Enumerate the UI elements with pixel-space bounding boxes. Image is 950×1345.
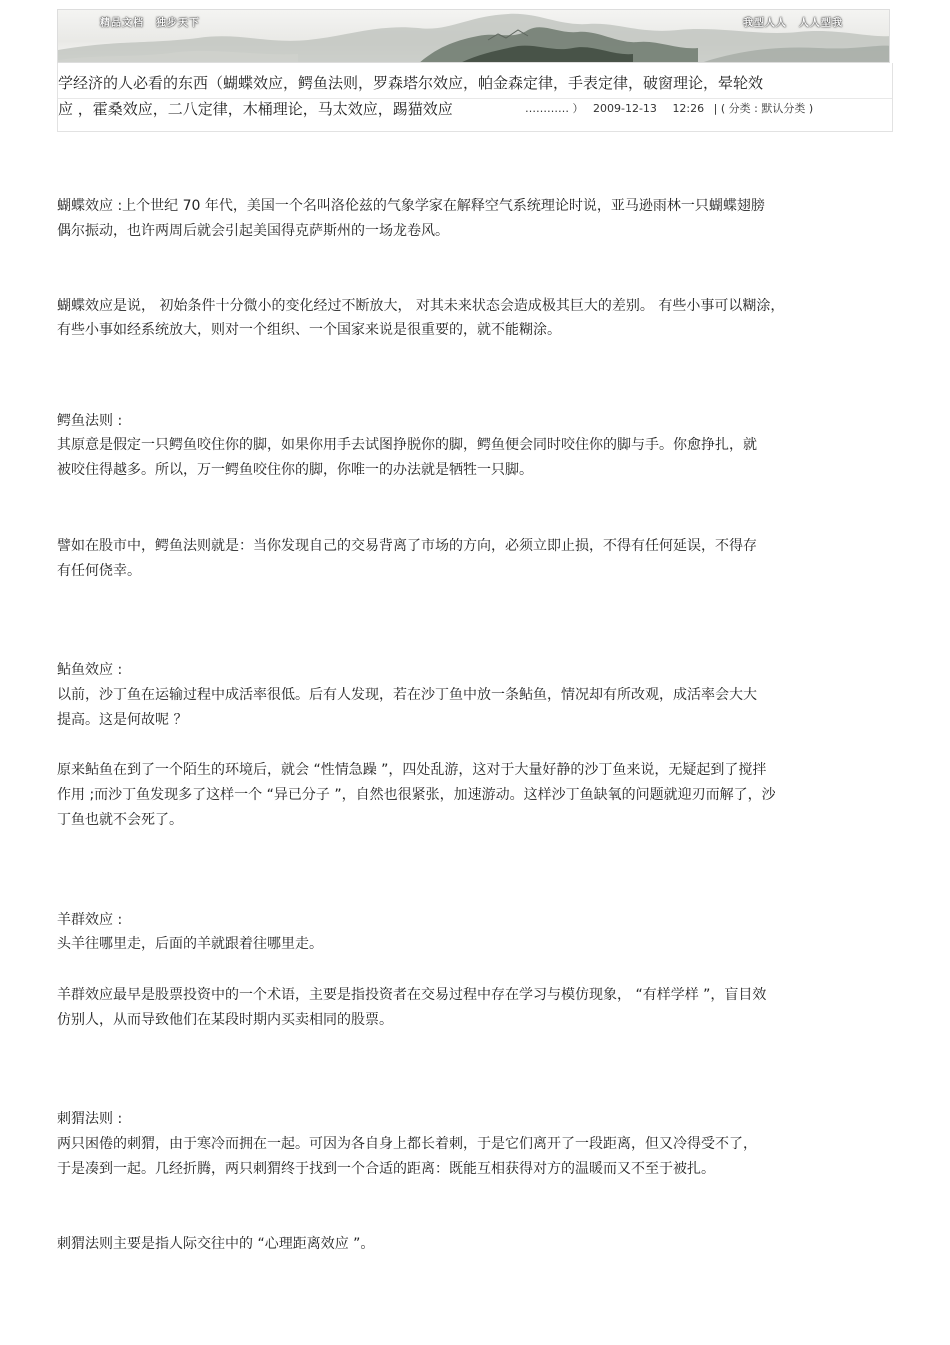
text-line: 被咬住得越多。所以，万一鳄鱼咬住你的脚，你唯一的办法就是牺牲一只脚。: [57, 462, 533, 478]
banner-left-nav: [100, 14, 212, 29]
text-line: 丁鱼也就不会死了。: [57, 812, 183, 828]
text-line: 原来鲇鱼在到了一个陌生的环境后，就会 “性情急躁 ”，四处乱游，这对于大量好静的沙丁鱼来说，无疑起到了搅拌: [57, 762, 767, 778]
banner-link-1[interactable]: 精品文档: [100, 18, 144, 29]
banner-link-3[interactable]: 我型人人: [743, 18, 787, 29]
post-title-tail: ………… ）: [525, 102, 584, 115]
section-heading: 鳄鱼法则 :: [57, 413, 123, 429]
text-line: 羊群效应最早是股票投资中的一个术语，主要是指投资者在交易过程中存在学习与模仿现象， “有样学样 ”，盲目效: [57, 987, 767, 1003]
text-line: 有些小事如经系统放大，则对一个组织、一个国家来说是很重要的，就不能糊涂。: [57, 322, 561, 338]
banner-link-2[interactable]: 独步天下: [156, 18, 200, 29]
header-banner: [57, 9, 890, 63]
text-line: 提高。这是何故呢 ？: [57, 712, 188, 728]
text-line: 刺猬法则主要是指人际交往中的 “心理距离效应 ”。: [57, 1236, 375, 1252]
section-heading: 刺猬法则 :: [57, 1111, 123, 1127]
text-line: 其原意是假定一只鳄鱼咬住你的脚，如果你用手去试图挣脱你的脚，鳄鱼便会同时咬住你的脚与手。你愈挣扎，就: [57, 437, 757, 453]
banner-link-4[interactable]: 人人型我: [799, 18, 843, 29]
text-line: 两只困倦的刺猬，由于寒冷而拥在一起。可因为各自身上都长着刺，于是它们离开了一段距离，但又冷得受不了，: [57, 1136, 757, 1152]
post-category[interactable]: | ( 分类 : 默认分类 ): [713, 102, 814, 115]
post-title-line-1: 学经济的人必看的东西（蝴蝶效应，鳄鱼法则，罗森塔尔效应，帕金森定律，手表定律，破窗理论，晕轮效: [58, 74, 764, 92]
section-heading: 鲇鱼效应 :: [57, 662, 123, 678]
text-line: 有任何侥幸。: [57, 563, 141, 579]
post-title-line-2: 应 ，霍桑效应，二八定律，木桶理论，马太效应，踢猫效应: [58, 100, 453, 118]
post-header: [57, 63, 893, 132]
post-date: 2009-12-13: [593, 102, 657, 115]
banner-right-nav: [731, 14, 843, 29]
text-line: 于是凑到一起。几经折腾，两只刺猬终于找到一个合适的距离：既能互相获得对方的温暖而又不至于被扎。: [57, 1161, 715, 1177]
text-line: 蝴蝶效应是说， 初始条件十分微小的变化经过不断放大， 对其未来状态会造成极其巨大的差别。 有些小事可以糊涂，: [57, 298, 785, 314]
post-meta: [525, 100, 819, 116]
text-line: 偶尔振动，也许两周后就会引起美国得克萨斯州的一场龙卷风。: [57, 223, 449, 239]
text-line: 作用 ;而沙丁鱼发现多了这样一个 “异已分子 ”，自然也很紧张，加速游动。这样沙丁鱼缺氧的问题就迎刃而解了，沙: [57, 787, 776, 803]
text-line: 譬如在股市中，鳄鱼法则就是：当你发现自己的交易背离了市场的方向，必须立即止损，不得有任何延误，不得存: [57, 538, 757, 554]
post-time: 12:26: [672, 102, 705, 115]
text-line: 以前，沙丁鱼在运输过程中成活率很低。后有人发现，若在沙丁鱼中放一条鲇鱼，情况却有所改观，成活率会大大: [57, 687, 757, 703]
text-line: 蝴蝶效应 :上个世纪 70 年代，美国一个名叫洛伦兹的气象学家在解释空气系统理论时说，亚马逊雨林一只蝴蝶翅膀: [57, 198, 765, 214]
section-heading: 羊群效应 :: [57, 912, 123, 928]
text-line: 头羊往哪里走，后面的羊就跟着往哪里走。: [57, 936, 323, 952]
text-line: 仿别人，从而导致他们在某段时期内买卖相同的股票。: [57, 1012, 393, 1028]
